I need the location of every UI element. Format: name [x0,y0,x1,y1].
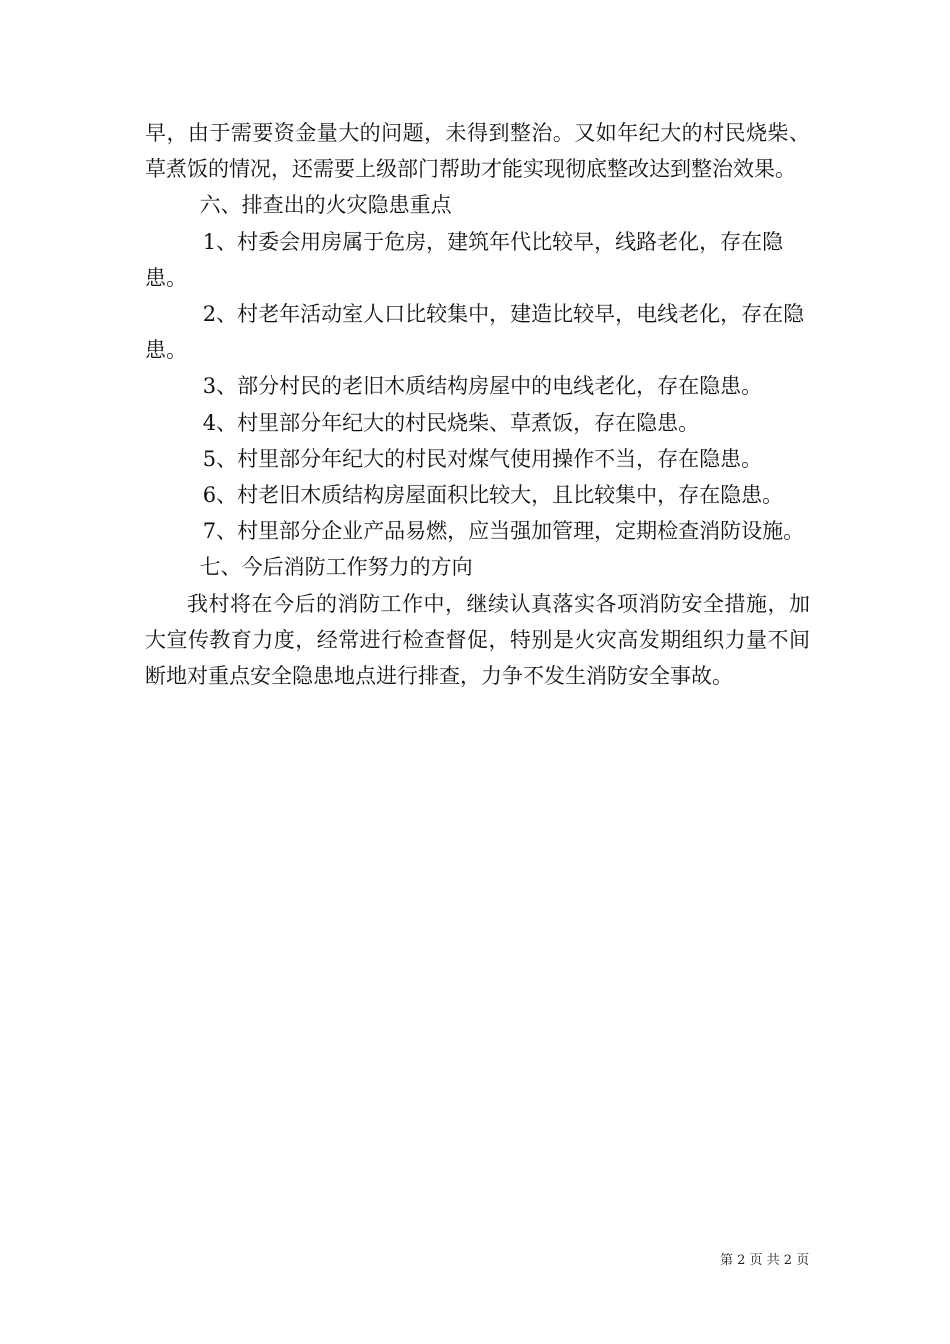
hazard-item-5: 5、村里部分年纪大的村民对煤气使用操作不当，存在隐患。 [202,446,763,471]
section-7-heading: 七、今后消防工作努力的方向 [199,555,473,580]
page-number-footer: 第 2 页 共 2 页 [720,1253,810,1268]
hazard-item-3: 3、部分村民的老旧木质结构房屋中的电线老化，存在隐患。 [202,374,763,399]
hazard-item-1: 1、村委会用房属于危房，建筑年代比较早，线路老化，存在隐患。 [145,229,784,290]
section-7-body: 我村将在今后的消防工作中，继续认真落实各项消防安全措施，加大宣传教育力度，经常进行检查督促，特别是火灾高发期组织力量不间断地对重点安全隐患地点进行排查，力争不发生消防安全事故。 [145,591,810,689]
hazard-item-6: 6、村老旧木质结构房屋面积比较大，且比较集中，存在隐患。 [202,483,784,508]
document-body [145,115,810,694]
continuation-paragraph: 早，由于需要资金量大的问题，未得到整治。又如年纪大的村民烧柴、草煮饭的情况，还需要上级部门帮助才能实现彻底整改达到整治效果。 [145,121,810,182]
hazard-item-4: 4、村里部分年纪大的村民烧柴、草煮饭，存在隐患。 [202,410,700,435]
hazard-item-2: 2、村老年活动室人口比较集中，建造比较早，电线老化，存在隐患。 [145,302,805,363]
hazard-item-7: 7、村里部分企业产品易燃，应当强加管理，定期检查消防设施。 [202,519,805,544]
section-6-heading: 六、排查出的火灾隐患重点 [199,193,452,218]
